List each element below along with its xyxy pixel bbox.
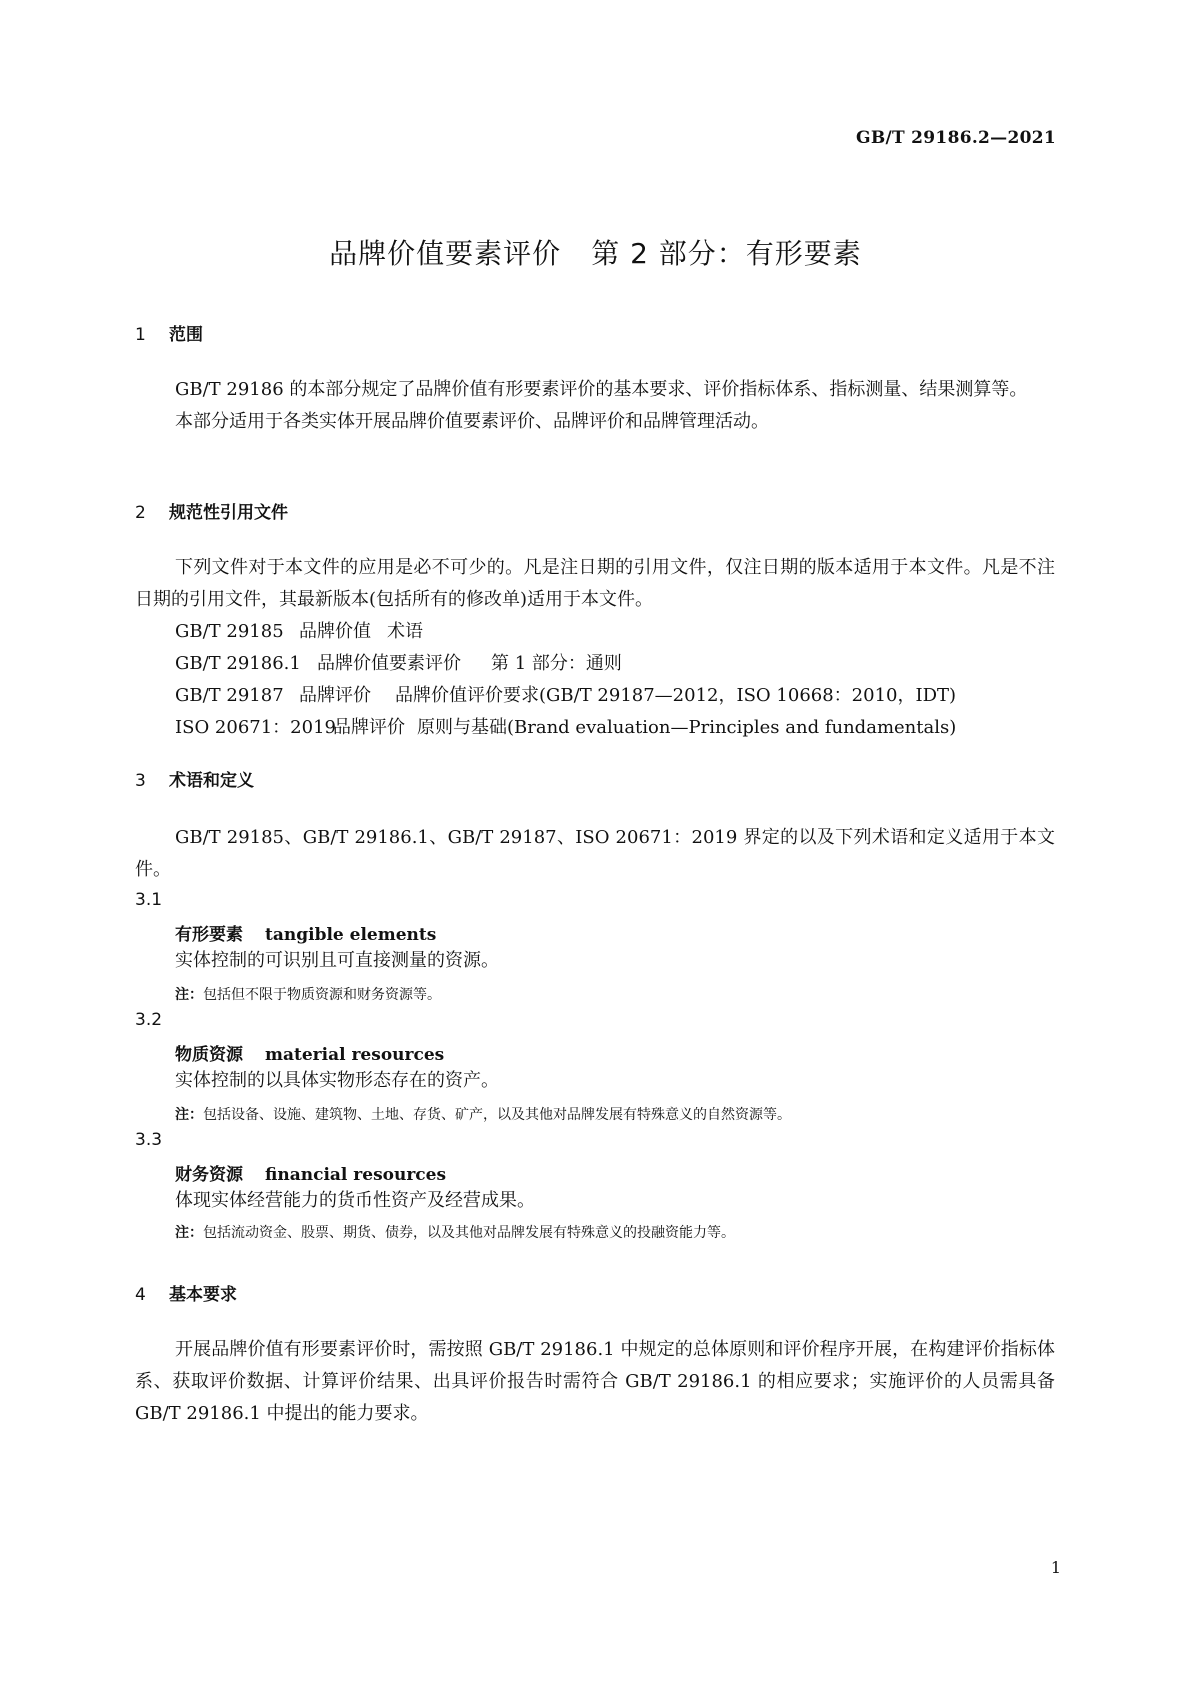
paragraph: GB/T 29185、GB/T 29186.1、GB/T 29187、ISO 20671：2019 界定的以及下列术语和定义适用于本文件。	[135, 827, 1055, 880]
page-number: 1	[1050, 1558, 1061, 1577]
paragraph: GB/T 29186 的本部分规定了品牌价值有形要素评价的基本要求、评价指标体系、指标测量、结果测算等。	[175, 379, 1028, 400]
term-note: 注：包括流动资金、股票、期货、债券，以及其他对品牌发展有特殊意义的投融资能力等。	[175, 1225, 735, 1241]
term-definition: 实体控制的以具体实物形态存在的资产。	[175, 1070, 499, 1091]
section-2-heading: 2 规范性引用文件	[135, 503, 288, 523]
paragraph: 本部分适用于各类实体开展品牌价值要素评价、品牌评价和品牌管理活动。	[175, 411, 769, 432]
term-definition: 体现实体经营能力的货币性资产及经营成果。	[175, 1190, 535, 1211]
term-entry: 财务资源 financial resources	[175, 1165, 447, 1185]
document-title	[0, 232, 1191, 272]
standard-code: GB/T 29186.2—2021	[856, 128, 1056, 148]
section-1-body	[135, 374, 1055, 438]
section-3-heading: 3 术语和定义	[135, 771, 254, 791]
reference-item: ISO 20671：2019品牌评价 原则与基础(Brand evaluation—Principles and fundamentals)	[175, 717, 957, 738]
title-sub: 第 2 部分：有形要素	[591, 237, 862, 270]
term-entry: 有形要素 tangible elements	[175, 925, 437, 945]
term-definition: 实体控制的可识别且可直接测量的资源。	[175, 950, 499, 971]
term-note: 注：包括但不限于物质资源和财务资源等。	[175, 987, 441, 1003]
paragraph: 下列文件对于本文件的应用是必不可少的。凡是注日期的引用文件，仅注日期的版本适用于本文件。凡是不注日期的引用文件，其最新版本(包括所有的修改单)适用于本文件。	[135, 557, 1055, 610]
section-1-heading: 1 范围	[135, 325, 203, 345]
term-entry: 物质资源 material resources	[175, 1045, 445, 1065]
term-note: 注：包括设备、设施、建筑物、土地、存货、矿产，以及其他对品牌发展有特殊意义的自然资源等。	[175, 1107, 791, 1123]
section-4-heading: 4 基本要求	[135, 1285, 237, 1305]
term-number: 3.2	[135, 1010, 163, 1030]
reference-item: GB/T 29186.1 品牌价值要素评价 第 1 部分：通则	[175, 653, 622, 674]
section-2-body	[135, 552, 1055, 744]
term-number: 3.3	[135, 1130, 163, 1150]
section-3-body	[135, 822, 1055, 886]
reference-item: GB/T 29185 品牌价值 术语	[175, 621, 423, 642]
term-number: 3.1	[135, 890, 163, 910]
paragraph: 开展品牌价值有形要素评价时，需按照 GB/T 29186.1 中规定的总体原则和评价程序开展，在构建评价指标体系、获取评价数据、计算评价结果、出具评价报告时需符合 GB/T 29186.1 的相应要求；实施评价的人员需具备 GB/T 29186.1 中提出的能力要求。	[135, 1339, 1055, 1424]
section-4-body	[135, 1334, 1055, 1430]
reference-item: GB/T 29187 品牌评价 品牌价值评价要求(GB/T 29187—2012，ISO 10668：2010，IDT)	[175, 685, 957, 706]
title-main: 品牌价值要素评价	[329, 237, 562, 270]
